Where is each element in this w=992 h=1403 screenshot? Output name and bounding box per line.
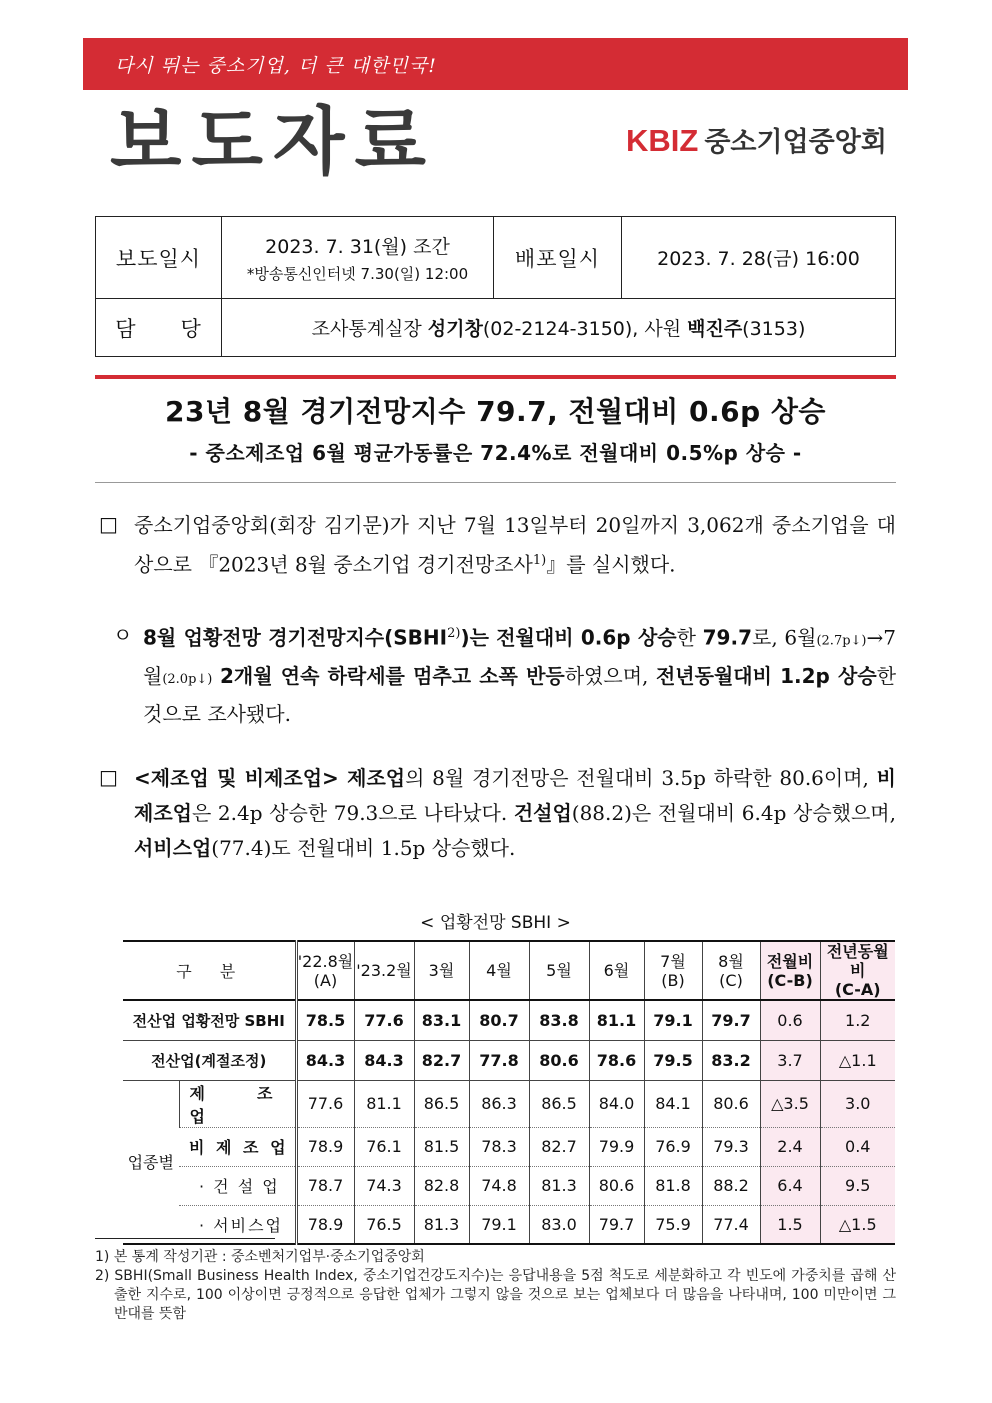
table-cell: 77.6 [354, 1000, 414, 1040]
p2-text-a: 8월 업황전망 경기전망지수(SBHI [143, 625, 448, 650]
table-cell: 83.8 [529, 1000, 589, 1040]
table-cell: 86.5 [529, 1080, 589, 1127]
p2-text-c: 한 [676, 625, 703, 650]
table-cell: 86.5 [414, 1080, 469, 1127]
subheadline: - 중소제조업 6월 평균가동률은 72.4%로 전월대비 0.5%p 상승 - [189, 441, 802, 465]
p3-text-c: 비제조업 [134, 766, 896, 825]
distribution-label: 배포일시 [494, 217, 622, 299]
table-cell: 0.4 [820, 1127, 895, 1166]
header-col: 5월 [529, 941, 589, 1000]
table-row [123, 1127, 895, 1166]
table-cell: 3.0 [820, 1080, 895, 1127]
p2-text-m: 한 것으로 조사됐다. [143, 663, 897, 726]
slogan-banner [83, 38, 908, 90]
contact-dept-1: 조사통계실장 [311, 318, 428, 340]
paragraph-2 [143, 616, 896, 732]
contact-name-2: 백진주 [687, 318, 743, 340]
table-cell: 6.4 [760, 1166, 820, 1205]
table-cell: 83.0 [529, 1205, 589, 1244]
logo-text: 중소기업중앙회 [704, 127, 887, 158]
footnote-2: 2) SBHI(Small Business Health Index, 중소기업건강도지수)는 응답내용을 5점 척도로 세분화하고 각 빈도에 가중치를 곱해 산출한 지수로, 100 이상이면 긍정적으로 응답한 업체가 그렇지 않을 것으로 보는 업체보다 더 많음을 나타내며, 100 미만이면 그 반대를 뜻함 [95, 1268, 896, 1322]
slogan-text: 다시 뛰는 중소기업, 더 큰 대한민국! [115, 55, 437, 77]
table-cell: 80.6 [702, 1080, 760, 1127]
row-label: 전산업(계절조정) [123, 1040, 296, 1080]
footnote-1: 1) 본 통계 작성기관 : 중소벤처기업부·중소기업중앙회 [95, 1249, 425, 1265]
table-cell: 79.7 [589, 1205, 644, 1244]
header-col: 8월 (C) [702, 941, 760, 1000]
header-col: 4월 [469, 941, 529, 1000]
table-header-row [123, 941, 895, 1000]
p2-text-g: →7월 [143, 625, 896, 688]
header-col: 전년동월비 (C-A) [820, 941, 895, 1000]
table-cell: 79.9 [589, 1127, 644, 1166]
row-label: 전산업 업황전망 SBHI [123, 1000, 296, 1040]
table-row [123, 1166, 895, 1205]
table-cell: 78.7 [296, 1166, 354, 1205]
p3-text-b: 의 8월 경기전망은 전월대비 3.5p 하락한 80.6이며, [405, 766, 877, 790]
release-label: 보도일시 [96, 217, 222, 299]
footnote-divider [95, 1238, 275, 1239]
table-cell: 9.5 [820, 1166, 895, 1205]
table-cell: 76.9 [644, 1127, 702, 1166]
table-cell: 79.5 [644, 1040, 702, 1080]
table-cell: △1.5 [820, 1205, 895, 1244]
table-cell: 83.2 [702, 1040, 760, 1080]
table-cell: 1.2 [820, 1000, 895, 1040]
group-label: 업종별 [127, 1153, 174, 1173]
table-cell: 81.8 [644, 1166, 702, 1205]
header-col: '22.8월 (A) [296, 941, 354, 1000]
table-cell: 76.5 [354, 1205, 414, 1244]
p3-text-d: 은 2.4p 상승한 79.3으로 나타났다. [191, 801, 514, 825]
table-cell: 80.7 [469, 1000, 529, 1040]
header-col: '23.2월 [354, 941, 414, 1000]
table-cell: 74.8 [469, 1166, 529, 1205]
table-cell: 77.8 [469, 1040, 529, 1080]
table-cell: 75.9 [644, 1205, 702, 1244]
p2-text-f: (2.7p↓) [816, 633, 867, 649]
kbiz-logo [626, 120, 887, 159]
contact-phone-1: (02-2124-3150), 사원 [482, 318, 688, 340]
subheadline-divider [95, 482, 896, 483]
p3-text-e: 건설업 [513, 801, 572, 825]
header-col: 전월비 (C-B) [760, 941, 820, 1000]
p2-text-j: 2개월 연속 하락세를 멈추고 소폭 반등 [219, 663, 565, 688]
row-label: · 서비스업 [179, 1205, 296, 1244]
p2-text-k: 하였으며, [564, 663, 656, 688]
table-cell: 0.6 [760, 1000, 820, 1040]
p2-text-b: )는 전월대비 0.6p 상승 [460, 625, 677, 650]
row-label: · 건 설 업 [179, 1166, 296, 1205]
p2-text-e: 로, 6월 [752, 625, 817, 650]
table-cell: △3.5 [760, 1080, 820, 1127]
table-cell: 80.6 [589, 1166, 644, 1205]
release-date: 2023. 7. 31(월) 조간 [265, 235, 450, 258]
table-cell: 88.2 [702, 1166, 760, 1205]
table-cell: △1.1 [820, 1040, 895, 1080]
bullet-square-icon: □ [99, 512, 118, 536]
headline-divider [95, 375, 896, 379]
logo-mark: KBIZ [626, 123, 699, 158]
p2-text-d: 79.7 [702, 625, 752, 650]
table-cell: 78.9 [296, 1205, 354, 1244]
paragraph-1 [134, 508, 896, 583]
table-cell: 84.3 [354, 1040, 414, 1080]
table-cell: 78.6 [589, 1040, 644, 1080]
table-cell: 83.1 [414, 1000, 469, 1040]
table-cell: 74.3 [354, 1166, 414, 1205]
table-cell: 1.5 [760, 1205, 820, 1244]
p2-text-l: 전년동월대비 1.2p 상승 [655, 663, 877, 688]
table-cell: 2.4 [760, 1127, 820, 1166]
table-cell: 79.3 [702, 1127, 760, 1166]
table-row [123, 1040, 895, 1080]
table-cell: 84.1 [644, 1080, 702, 1127]
table-cell: 76.1 [354, 1127, 414, 1166]
contact-name-1: 성기창 [427, 318, 483, 340]
footnote-ref-1: 1) [532, 553, 547, 568]
header-col: 7월 (B) [644, 941, 702, 1000]
table-cell: 80.6 [529, 1040, 589, 1080]
release-info-table [95, 216, 896, 357]
p3-text-a: <제조업 및 비제조업> 제조업 [134, 766, 406, 790]
table-cell: 78.9 [296, 1127, 354, 1166]
contact-phone-2: (3153) [742, 318, 806, 340]
headline: 23년 8월 경기전망지수 79.7, 전월대비 0.6p 상승 [165, 395, 826, 428]
table-row [123, 1000, 895, 1040]
table-cell: 79.1 [644, 1000, 702, 1040]
release-date-cell [222, 217, 494, 299]
table-cell: 77.6 [296, 1080, 354, 1127]
sbhi-table [123, 940, 895, 1245]
contact-label: 담 당 [96, 299, 222, 357]
contact-info [222, 299, 896, 357]
table-cell: 81.1 [354, 1080, 414, 1127]
header-col: 3월 [414, 941, 469, 1000]
table-cell: 81.3 [414, 1205, 469, 1244]
p2-text-h: (2.0p↓) [162, 671, 213, 687]
bullet-square-icon: □ [99, 765, 118, 789]
paragraph-3 [134, 761, 896, 866]
bullet-circle-icon: ㅇ [113, 623, 133, 647]
header-category: 구 분 [123, 941, 296, 1000]
table-cell: 82.7 [414, 1040, 469, 1080]
p3-text-g: 서비스업 [134, 836, 212, 860]
table-cell: 84.3 [296, 1040, 354, 1080]
footnote-ref-2: 2) [447, 626, 461, 641]
table-cell: 86.3 [469, 1080, 529, 1127]
table-cell: 77.4 [702, 1205, 760, 1244]
p3-text-h: (77.4)도 전월대비 1.5p 상승했다. [211, 836, 516, 860]
table-caption: < 업황전망 SBHI > [420, 913, 571, 933]
table-cell: 79.1 [469, 1205, 529, 1244]
table-cell: 81.3 [529, 1166, 589, 1205]
table-row [123, 1080, 895, 1127]
broadcast-note: *방송통신인터넷 7.30(일) 12:00 [246, 264, 469, 283]
p3-text-f: (88.2)은 전월대비 6.4p 상승했으며, [571, 801, 896, 825]
table-cell: 78.5 [296, 1000, 354, 1040]
distribution-date: 2023. 7. 28(금) 16:00 [622, 217, 896, 299]
row-label: 제 조 업 [179, 1080, 296, 1127]
p1-text-b: 』를 실시했다. [546, 552, 676, 577]
table-cell: 3.7 [760, 1040, 820, 1080]
table-cell: 81.1 [589, 1000, 644, 1040]
table-cell: 79.7 [702, 1000, 760, 1040]
p1-text-a: 중소기업중앙회(회장 김기문)가 지난 7월 13일부터 20일까지 3,062개 중소기업을 대상으로 『2023년 8월 중소기업 경기전망조사 [134, 513, 896, 577]
p2-text-i [212, 664, 220, 688]
table-cell: 84.0 [589, 1080, 644, 1127]
row-label: 비 제 조 업 [179, 1127, 296, 1166]
document-title: 보도자료 [110, 99, 436, 185]
footnotes [95, 1248, 896, 1324]
table-cell: 82.7 [529, 1127, 589, 1166]
table-cell: 81.5 [414, 1127, 469, 1166]
table-cell: 82.8 [414, 1166, 469, 1205]
table-cell: 78.3 [469, 1127, 529, 1166]
header-col: 6월 [589, 941, 644, 1000]
